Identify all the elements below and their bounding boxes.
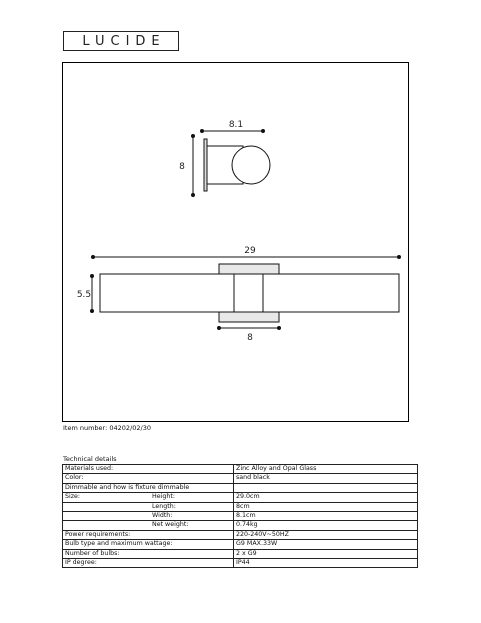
spec-row <box>63 465 418 474</box>
side-view <box>192 130 271 197</box>
spec-label <box>63 502 151 511</box>
spec-label <box>63 512 151 521</box>
spec-value: 8cm <box>234 502 418 511</box>
spec-label <box>63 521 151 530</box>
front-length-label: 29 <box>244 246 256 256</box>
spec-value: 29.0cm <box>234 493 418 502</box>
spec-row <box>63 493 418 502</box>
spec-sublabel <box>150 465 234 474</box>
spec-row <box>63 502 418 511</box>
spec-label: Size: <box>63 493 151 502</box>
item-number <box>63 424 151 432</box>
spec-sublabel: Width: <box>150 512 234 521</box>
spec-value: 0.74kg <box>234 521 418 530</box>
spec-label: IP degree: <box>63 559 151 568</box>
spec-sublabel <box>150 559 234 568</box>
spec-row <box>63 521 418 530</box>
spec-sublabel <box>150 549 234 558</box>
technical-details-title: Technical details <box>63 455 117 463</box>
spec-label: Power requirements: <box>63 530 151 539</box>
spec-value: 2 x G9 <box>234 549 418 558</box>
spec-value: G9 MAX.33W <box>234 540 418 549</box>
spec-value: 8.1cm <box>234 512 418 521</box>
spec-sublabel: Height: <box>150 493 234 502</box>
front-view <box>91 256 401 330</box>
spec-label: Number of bulbs: <box>63 549 151 558</box>
spec-label: Color: <box>63 474 151 483</box>
spec-row <box>63 512 418 521</box>
spec-row <box>63 530 418 539</box>
spec-value: sand black <box>234 474 418 483</box>
technical-drawing <box>62 62 409 422</box>
spec-sublabel <box>150 474 234 483</box>
bracket-width-label: 8 <box>247 333 253 343</box>
drawing-canvas <box>63 63 410 423</box>
spec-label: Materials used: <box>63 465 151 474</box>
brand-logo <box>63 31 179 51</box>
spec-sublabel: Net weight: <box>150 521 234 530</box>
spec-sublabel <box>150 530 234 539</box>
spec-label: Dimmable and how is fixture dimmable <box>63 483 151 492</box>
spec-sublabel: Length: <box>150 502 234 511</box>
spec-row <box>63 540 418 549</box>
spec-row <box>63 483 418 492</box>
item-number-value: 04202/02/30 <box>109 424 151 432</box>
logo-text: LUCIDE <box>82 33 166 49</box>
item-number-label: Item number: <box>63 424 108 432</box>
spec-row <box>63 549 418 558</box>
front-height-label: 5.5 <box>76 290 92 300</box>
spec-value <box>234 483 418 492</box>
spec-label: Bulb type and maximum wattage: <box>63 540 151 549</box>
spec-value: 220-240V~50HZ <box>234 530 418 539</box>
spec-value: IP44 <box>234 559 418 568</box>
side-width-label: 8.1 <box>228 120 244 130</box>
technical-details-table <box>62 464 418 568</box>
spec-row <box>63 559 418 568</box>
spec-value: Zinc Alloy and Opal Glass <box>234 465 418 474</box>
spec-row <box>63 474 418 483</box>
side-height-label: 8 <box>179 162 185 172</box>
